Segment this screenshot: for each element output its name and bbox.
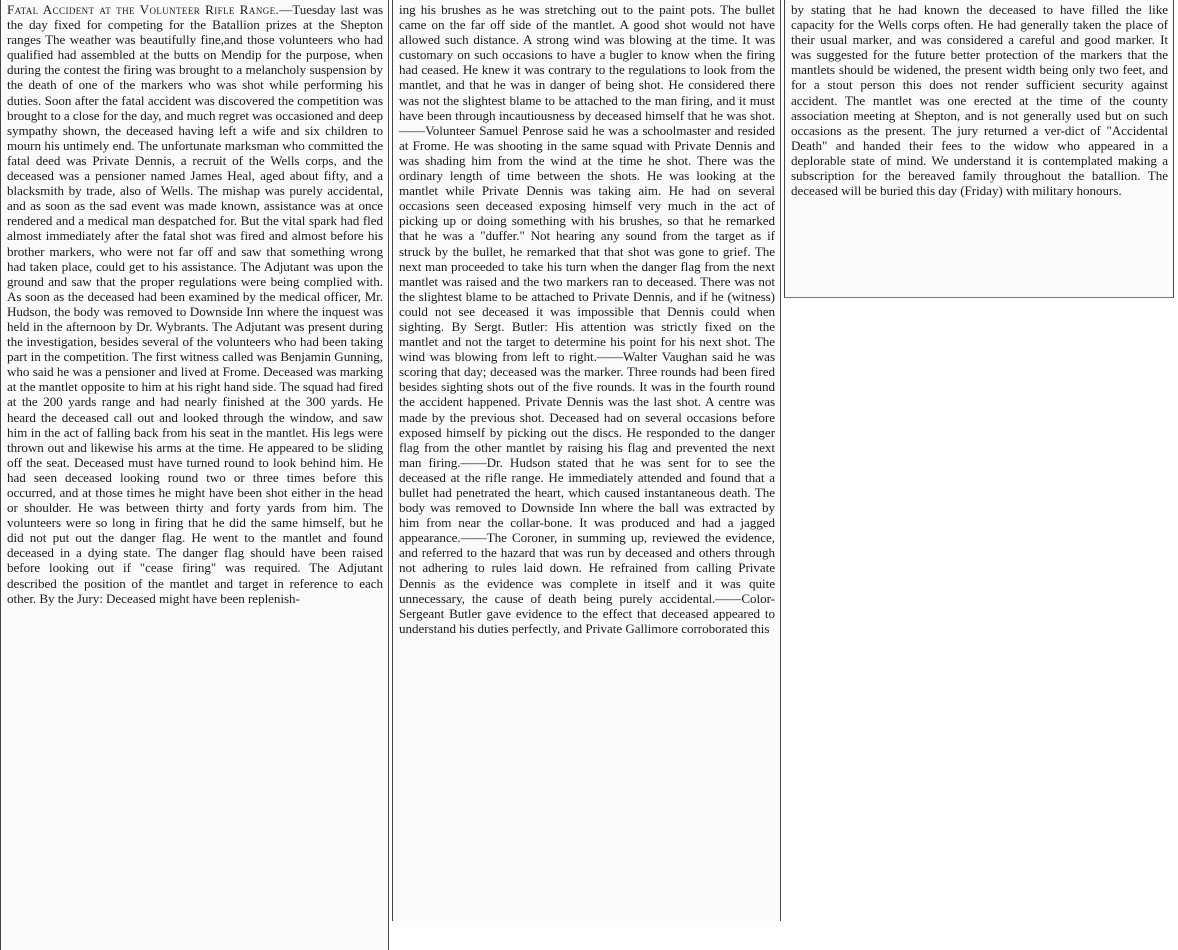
article-column-2: [392, 0, 781, 921]
article-text-1: —Tuesday last was the day fixed for competing for the Batallion prizes at the Shepton ranges The weather was beautifully fine,and those volunteers who had qualified had assembled at the butts on Mendip for the purpose, when during the contest the firing was brought to a melancholy suspension by the death of one of the markers who was shot while performing his duties. Soon after the fatal accident was discovered the competition was brought to a close for the day, and much regret was occasioned and deep sympathy shown, the deceased having left a wife and six children to mourn his untimely end. The unfortunate marksman who committed the fatal deed was Private Dennis, a recruit of the Wells corps, and the deceased was a pensioner named James Heal, aged about fifty, and a blacksmith by trade, also of Wells. The mishap was purely accidental, and as soon as the sad event was made known, assistance was at once rendered and a medical man despatched for. But the vital spark had fled almost immediately after the fatal shot was fired and almost before his brother markers, who were not far off and saw that something wrong had taken place, could get to his assistance. The Adjutant was upon the ground and saw that the proper regulations were being complied with. As soon as the deceased had been examined by the medical officer, Mr. Hudson, the body was removed to Downside Inn where the inquest was held in the afternoon by Dr. Wybrants. The Adjutant was present during the investigation, besides several of the volunteers who had been taking part in the competition. The first witness called was Benjamin Gunning, who said he was a pensioner and lived at Frome. Deceased was marking at the mantlet opposite to him at his right hand side. The squad had fired at the 200 yards range and had nearly finished at the 300 yards. He heard the deceased call out and looked through the window, and saw him in the act of falling back from his seat in the mantlet. His legs were thrown out and likewise his arms at the time. He appeared to be sliding off the seat. Deceased must have turned round to look behind him. He had seen deceased looking round two or three times before this occurred, and at those times he might have been shot either in the head or shoulder. He was between thirty and forty yards from him. The volunteers were so long in firing that he did the same himself, but he did not put out the danger flag. He went to the mantlet and found deceased in a dying state. The danger flag should have been raised before looking out if "cease firing" was required. The Adjutant described the position of the mantlet and target in reference to each other. By the Jury: Deceased might have been replenish-: [7, 2, 384, 606]
article-text-2: ing his brushes as he was stretching out to the paint pots. The bullet came on the far off side of the mantlet. A good shot would not have allowed such distance. A strong wind was blowing at the time. It was customary on such occasions to have a bugler to know when the firing had ceased. He knew it was contrary to the regulations to look from the mantlet, and that he was in danger of being shot. He considered there was not the slightest blame to be attached to the man firing, and it must have been through incautiousness by deceased himself that he was shot.——Volunteer Samuel Penrose said he was a schoolmaster and resided at Frome. He was shooting in the same squad with Private Dennis and was shading him from the wind at the time he shot. There was the ordinary length of time between the shots. He was looking at the mantlet while Private Dennis was taking aim. He had on several occasions seen deceased exposing himself very much in the act of picking up or doing something with his brushes, so that he remarked that he was a "duffer." Not hearing any sound from the target as if struck by the bullet, he remarked that that shot was gone to grief. The next man proceeded to take his turn when the danger flag from the next mantlet was raised and the two markers ran to deceased. There was not the slightest blame to be attached to Private Dennis, and if he (witness) could not see deceased it was impossible that Dennis could when sighting. By Sergt. Butler: His attention was strictly fixed on the mantlet and not the target to determine his point for his next shot. The wind was blowing from left to right.——Walter Vaughan said he was scoring that day; deceased was the marker. Three rounds had been fired besides sighting shots out of the five rounds. It was in the fourth round the accident happened. Private Dennis was the last shot. A centre was made by the previous shot. Deceased had on several occasions before exposed himself by picking out the discs. He responded to the danger flag from the other mantlet by raising his flag and prevented the next man firing.——Dr. Hudson stated that he was sent for to see the deceased at the rifle range. He immediately attended and found that a bullet had penetrated the heart, which caused instantaneous death. The body was removed to Downside Inn where the ball was extracted by him from near the collar-bone. It was produced and had a jagged appearance.——The Coroner, in summing up, reviewed the evidence, and referred to the hazard that was run by deceased and others through not adhering to rules laid down. He refrained from calling Private Dennis as the evidence was complete in itself and it was quite unnecessary, the cause of death being purely accidental.——Color-Sergeant Butler gave evidence to the effect that deceased appeared to understand his duties perfectly, and Private Gallimore corroborated this: [399, 2, 775, 636]
article-paragraph-1: [7, 2, 383, 606]
article-headline: Fatal Accident at the Volunteer Rifle Range.: [7, 2, 280, 17]
article-text-3: by stating that he had known the deceased to have filled the like capacity for the Wells corps often. He had generally taken the place of their usual marker, and was considered a careful and good marker. It was suggested for the future better protection of the markers that the mantlets should be widened, the present width being only two feet, and for a stout person this does not render sufficient security against accident. The mantlet was one erected at the time of the county association meeting at Shepton, and is not generally used but on such occasions as the present. The jury returned a ver-dict of "Accidental Death" and handed their fees to the widow who appeared in a deplorable state of mind. We understand it is contemplated making a subscription for the bereaved family throughout the batallion. The deceased will be buried this day (Friday) with military honours.: [791, 2, 1168, 199]
article-column-3: [784, 0, 1174, 298]
article-column-1: [0, 0, 389, 950]
